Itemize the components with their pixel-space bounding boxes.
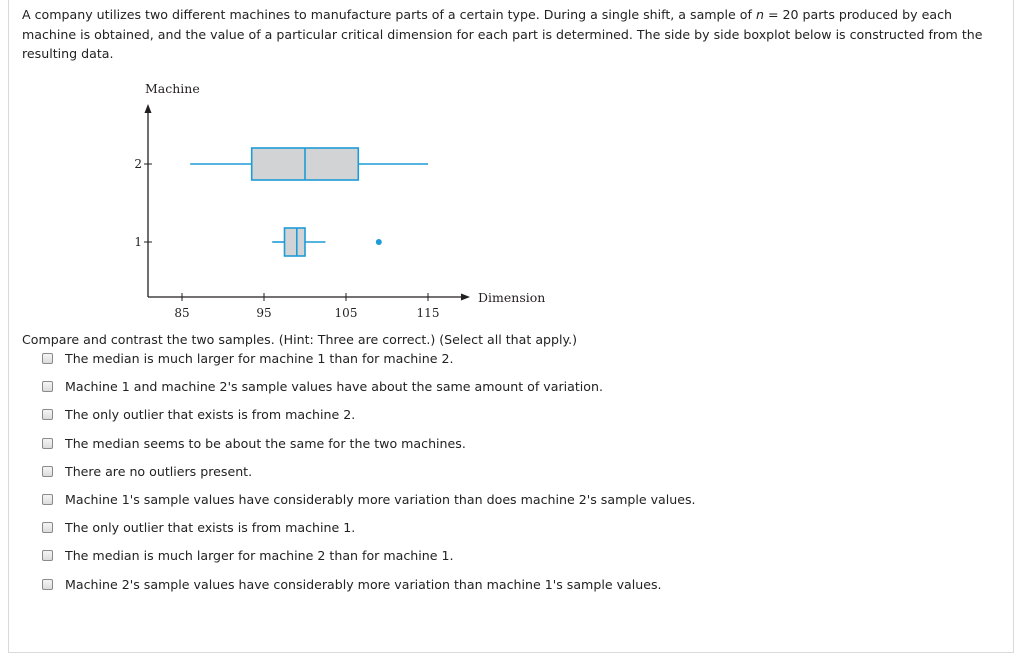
choice-checkbox[interactable] xyxy=(42,438,53,449)
choice-label: Machine 2's sample values have considerably more variation than machine 1's sample values. xyxy=(65,576,662,592)
chart-axes xyxy=(144,104,470,301)
choice-item[interactable] xyxy=(42,519,696,547)
sample-size-variable: n xyxy=(755,7,764,22)
choice-label: Machine 1 and machine 2's sample values have about the same amount of variation. xyxy=(65,379,603,395)
x-tick-label: 85 xyxy=(174,306,190,320)
choice-label: Machine 1's sample values have considerably more variation than does machine 2's sample values. xyxy=(65,491,696,507)
answer-choices xyxy=(42,350,696,604)
choice-item[interactable] xyxy=(42,576,696,604)
x-tick-label: 115 xyxy=(416,306,440,320)
y-axis-label: Machine xyxy=(145,81,200,96)
choice-checkbox[interactable] xyxy=(42,522,53,533)
choice-label: The median seems to be about the same for the two machines. xyxy=(65,435,466,451)
x-tick-label: 105 xyxy=(334,306,358,320)
choice-label: There are no outliers present. xyxy=(65,463,253,479)
choice-checkbox[interactable] xyxy=(42,409,53,420)
choice-item[interactable] xyxy=(42,547,696,575)
chart-labels xyxy=(134,81,545,320)
choice-label: The only outlier that exists is from machine 1. xyxy=(65,520,356,536)
y-axis-arrow xyxy=(145,104,152,113)
choice-item[interactable] xyxy=(42,491,696,519)
choice-checkbox[interactable] xyxy=(42,494,53,505)
choice-label: The median is much larger for machine 2 than for machine 1. xyxy=(65,548,454,564)
prompt-text: Compare and contrast the two samples. (Hint: Three are correct.) (Select all that apply.) xyxy=(22,332,578,347)
choice-item[interactable] xyxy=(42,406,696,434)
choice-checkbox[interactable] xyxy=(42,381,53,392)
x-axis-label: Dimension xyxy=(478,290,546,305)
choice-label: The median is much larger for machine 1 than for machine 2. xyxy=(65,351,454,366)
question-text-part2: = 20 parts produced by each machine is obtained, and the value of a particular critical dimension for each part is determined. The side by side boxplot below is constructed from the resulting data. xyxy=(22,7,983,61)
choice-item[interactable] xyxy=(42,350,696,378)
y-tick-label: 1 xyxy=(134,235,142,249)
question-text-part1: A company utilizes two different machines to manufacture parts of a certain type. During a single shift, a sample of xyxy=(22,7,756,22)
choice-checkbox[interactable] xyxy=(42,466,53,477)
choice-checkbox[interactable] xyxy=(42,353,53,364)
chart-marks xyxy=(190,148,428,256)
outlier-point xyxy=(376,239,382,245)
choice-label: The only outlier that exists is from machine 2. xyxy=(65,407,356,423)
iqr-box xyxy=(285,228,306,256)
x-axis-arrow xyxy=(461,294,470,301)
choice-checkbox[interactable] xyxy=(42,550,53,561)
y-tick-label: 2 xyxy=(134,157,142,171)
choice-item[interactable] xyxy=(42,378,696,406)
choice-checkbox[interactable] xyxy=(42,579,53,590)
x-tick-label: 95 xyxy=(256,306,272,320)
choice-item[interactable] xyxy=(42,463,696,491)
choice-item[interactable] xyxy=(42,435,696,463)
